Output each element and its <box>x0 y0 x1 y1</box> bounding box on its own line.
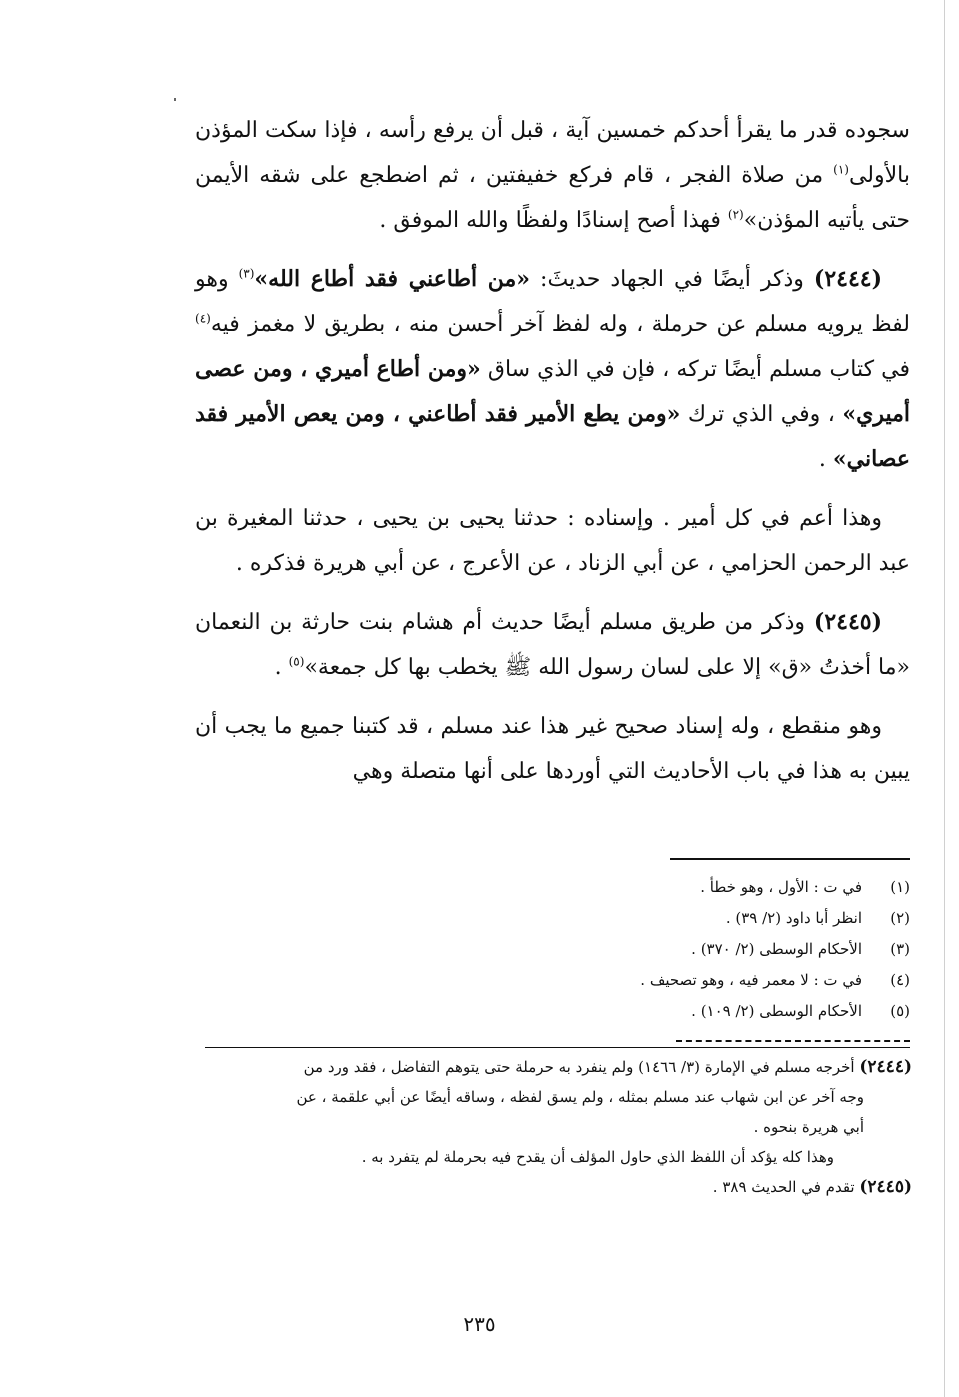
paragraph-continuation <box>195 108 910 243</box>
hadith-quote: «ومن يطع الأمير فقد أطاعني ، ومن يعص الأمير فقد عصاني» <box>195 401 910 472</box>
text-run: من صلاة الفجر ، قام فركع خفيفتين ، ثم اضطجع على شقه الأيمن <box>195 163 834 188</box>
text-run: . <box>274 655 289 680</box>
commentary-line: وهذا كله يؤكد أن اللفظ الذي حاول المؤلف أن يقدح فيه بحرملة لم يتفرد به . <box>361 1148 834 1166</box>
footnotes <box>520 872 910 1027</box>
footnote-mark: (١) <box>890 878 910 896</box>
text-run: . <box>818 447 833 472</box>
text-run: بالأولى <box>848 163 910 188</box>
paragraph-munqati: وهو منقطع ، وله إسناد صحيح غير هذا عند مسلم ، قد كتبنا جميع ما يجب أن يبين به هذا في باب الأحاديث التي أوردها على أنها متصلة وهي <box>195 714 910 784</box>
paragraph-isnad: وهذا أعم في كل أمير . وإسناده : حدثنا يحيى بن يحيى ، حدثنا المغيرة بن عبد الرحمن الحزامي ، عن أبي الزناد ، عن الأعرج ، عن أبي هريرة فذكره . <box>195 506 910 576</box>
text-run: أخرجه مسلم في الإمارة (٣/ ١٤٦٦) ولم ينفرد به حرملة حتى يتوهم التفاضل ، فقد ورد من <box>303 1058 860 1076</box>
commentary-2445 <box>200 1172 912 1202</box>
editor-commentary <box>200 1052 912 1202</box>
footnote-text: الأحكام الوسطى (٢/ ١٠٩) . <box>691 1002 862 1020</box>
text-run: تقدم في الحديث ٣٨٩ . <box>712 1178 860 1196</box>
text-run: حتى يأتيه المؤذن» <box>743 208 910 233</box>
hadith-number: (٢٤٤٤) <box>813 266 882 292</box>
scan-speck <box>174 98 176 101</box>
text-line: سجوده قدر ما يقرأ أحدكم خمسين آية ، قبل أن يرفع رأسه ، فإذا سكت المؤذن <box>195 118 910 143</box>
footnote-item <box>520 934 910 965</box>
footnote-mark: (٤) <box>890 971 910 989</box>
footnote-ref: (٣) <box>238 266 255 281</box>
hadith-2444 <box>195 257 910 482</box>
footnote-item <box>520 965 910 996</box>
hadith-2445 <box>195 600 910 690</box>
hadith-number: (٢٤٤٥) <box>813 609 882 635</box>
footnote-text: في ت : لا معمر فيه ، وهو تصحيف . <box>640 971 862 989</box>
text-run: وذكر أيضًا في الجهاد حديثَ: <box>530 267 814 292</box>
footnote-ref: (١) <box>833 162 849 177</box>
footnote-ref: (٤) <box>195 311 211 326</box>
hadith-quote: «من أطاعني فقد أطاع الله» <box>254 266 531 292</box>
hadith-number: (٢٤٤٤) <box>859 1057 912 1077</box>
text-run: في كتاب مسلم أيضًا تركه ، فإن في الذي ساق <box>480 357 910 382</box>
footnote-mark: (٣) <box>890 940 910 958</box>
dashed-separator <box>676 1040 910 1042</box>
footnote-item <box>520 903 910 934</box>
text-run: وذكر من طريق مسلم أيضًا حديث أم هشام بنت حارثة بن النعمان «ما أخذتُ «ق» إلا على لسان رسول الله ﷺ يخطب بها كل جمعة» <box>195 610 910 680</box>
footnote-item <box>520 872 910 903</box>
page-number: ٢٣٥ <box>463 1312 496 1336</box>
text-run: ، وفي الذي ترك <box>680 402 843 427</box>
commentary-2444 <box>200 1052 912 1082</box>
footnote-mark: (٢) <box>890 909 910 927</box>
text-run: فهذا أصح إسنادًا ولفظًا والله الموفق . <box>379 208 728 233</box>
main-text <box>195 108 910 794</box>
text-run: فيه <box>210 312 240 337</box>
footnote-text: الأحكام الوسطى (٢/ ٣٧٠) . <box>691 940 862 958</box>
page-edge-line <box>944 0 945 1397</box>
footnote-separator <box>670 858 910 860</box>
footnote-ref: (٢) <box>727 207 744 222</box>
hadith-quote: «ومن أطاع أميري ، ومن عصى أميري» <box>195 356 910 427</box>
text-line: وهو لفظ يرويه مسلم عن حرملة ، وله لفظ آخر أحسن منه ، بطريق لا مغمز <box>195 267 910 337</box>
footnote-mark: (٥) <box>890 1002 910 1020</box>
footnote-item <box>520 996 910 1027</box>
footnote-ref: (٥) <box>288 654 305 669</box>
footnote-text: في ت : الأول ، وهو خطأ . <box>700 878 862 896</box>
commentary-separator <box>205 1047 910 1048</box>
commentary-line: أبي هريرة بنحوه . <box>753 1118 864 1136</box>
commentary-line: وجه آخر عن ابن شهاب عند مسلم بمثله ، ولم يسق لفظه ، وساقه أيضًا عن أبي علقمة ، عن <box>296 1088 864 1106</box>
footnote-text: انظر أبا داود (٢/ ٣٩) . <box>725 909 862 927</box>
hadith-number: (٢٤٤٥) <box>859 1177 912 1197</box>
